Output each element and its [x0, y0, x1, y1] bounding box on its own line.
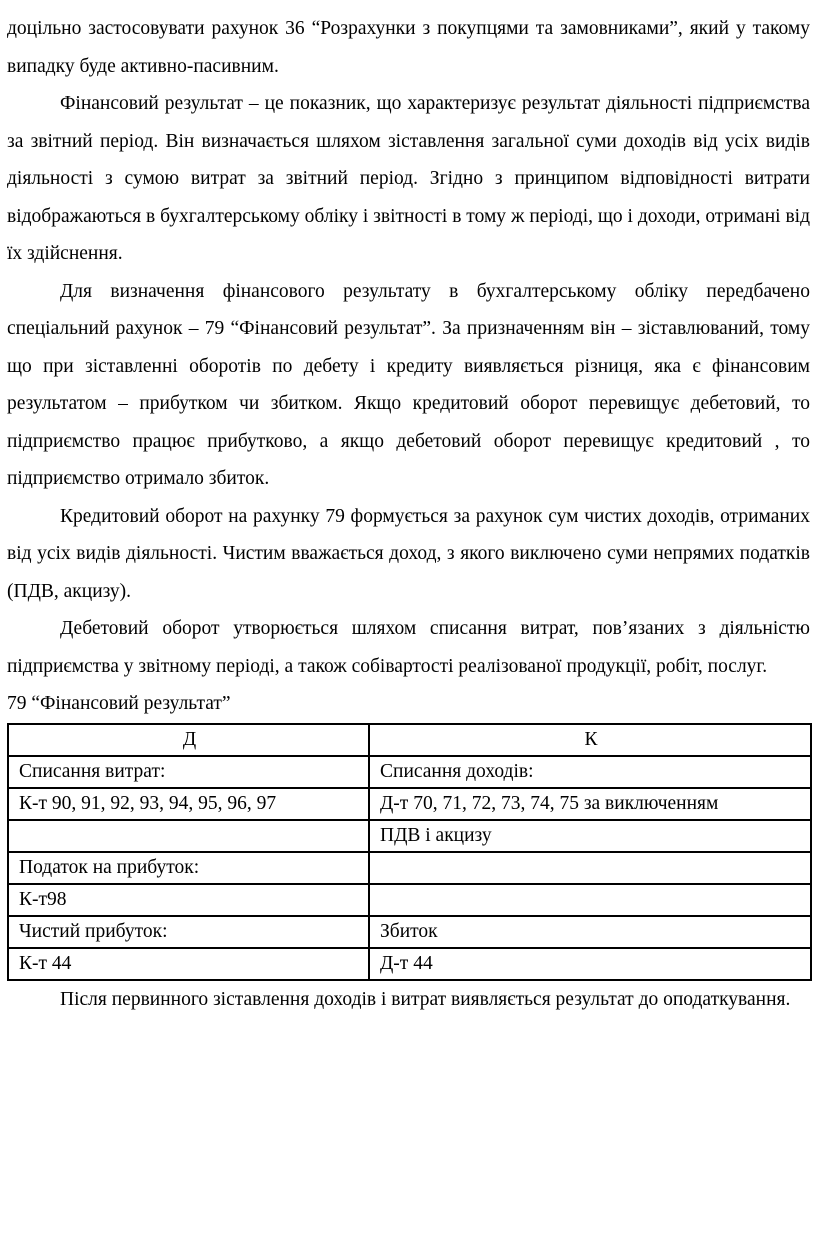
paragraph-4: Кредитовий оборот на рахунку 79 формується за рахунок сум чистих доходів, отриманих від усіх видів діяльності. Чистим вважається доход, з якого виключено суми непрямих податків (ПДВ, акцизу).: [7, 505, 810, 602]
table-header-row: [8, 724, 811, 756]
table-cell: К-т 44: [8, 948, 369, 980]
financial-result-table: [7, 723, 812, 981]
table-cell: Д-т 70, 71, 72, 73, 74, 75 за виключенням: [369, 788, 811, 820]
table-row: [8, 788, 811, 820]
table-row: [8, 820, 811, 852]
closing-paragraph: Після первинного зіставлення доходів і витрат виявляється результат до оподаткування.: [60, 988, 791, 1010]
table-cell: Податок на прибуток:: [8, 852, 369, 884]
table-caption: 79 “Фінансовий результат”: [7, 693, 231, 714]
paragraph-2: Фінансовий результат – це показник, що характеризує результат діяльності підприємства за звітний період. Він визначається шляхом зіставлення загальної суми доходів від усіх видів діяльності з сумою витрат за звітний період. Згідно з принципом відповідності витрати відображаються в бухгалтерському обліку і звітності в тому ж періоді, що і доходи, отримані від їх здійснення.: [7, 93, 810, 264]
table-cell: К-т 90, 91, 92, 93, 94, 95, 96, 97: [8, 788, 369, 820]
table-row: [8, 884, 811, 916]
table-cell: К-т98: [8, 884, 369, 916]
table-cell: Д-т 44: [369, 948, 811, 980]
table-row: [8, 916, 811, 948]
table-header-credit: К: [369, 724, 811, 756]
table-row: [8, 756, 811, 788]
paragraph-3: Для визначення фінансового результату в бухгалтерському обліку передбачено спеціальний рахунок – 79 “Фінансовий результат”. За призначенням він – зіставлюваний, тому що при зіставленні оборотів по дебету і кредиту виявляється різниця, яка є фінансовим результатом – прибутком чи збитком. Якщо кредитовий оборот перевищує дебетовий, то підприємство працює прибутково, а якщо дебетовий оборот перевищує кредитовий , то підприємство отримало збиток.: [7, 280, 810, 489]
table-cell: Списання доходів:: [369, 756, 811, 788]
table-cell: ПДВ і акцизу: [369, 820, 811, 852]
table-header-debit: Д: [8, 724, 369, 756]
table-cell: Збиток: [369, 916, 811, 948]
table-cell: [369, 852, 811, 884]
paragraph-5: Дебетовий оборот утворюється шляхом списання витрат, пов’язаних з діяльністю підприємства у звітному періоді, а також собівартості реалізованої продукції, робіт, послуг.: [7, 618, 810, 677]
table-cell: Чистий прибуток:: [8, 916, 369, 948]
table-row: [8, 948, 811, 980]
table-cell: [369, 884, 811, 916]
table-cell: Списання витрат:: [8, 756, 369, 788]
table-cell: [8, 820, 369, 852]
table-row: [8, 852, 811, 884]
paragraph-1: доцільно застосовувати рахунок 36 “Розрахунки з покупцями та замовниками”, який у такому випадку буде активно-пасивним.: [7, 18, 810, 77]
